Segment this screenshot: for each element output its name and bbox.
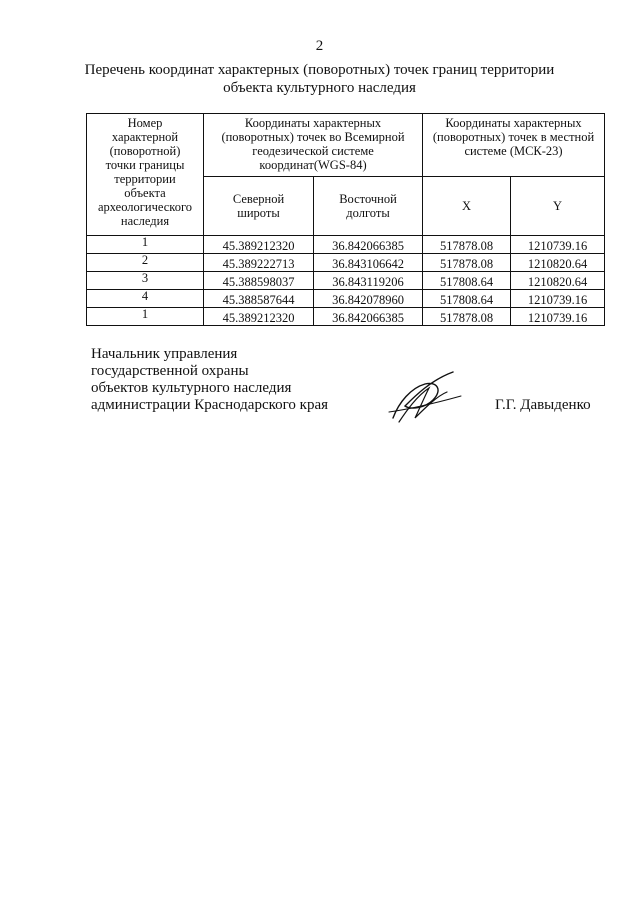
- y-cell: 1210739.16: [511, 308, 605, 326]
- header-x: X: [423, 177, 511, 236]
- longitude-cell: 36.842066385: [314, 236, 423, 254]
- latitude-cell: 45.388587644: [204, 290, 314, 308]
- latitude-cell: 45.389222713: [204, 254, 314, 272]
- point-number: 4: [87, 290, 204, 308]
- x-cell: 517808.64: [423, 290, 511, 308]
- signer-position-line: Начальник управления: [91, 346, 238, 362]
- latitude-cell: 45.389212320: [204, 308, 314, 326]
- signer-position: [91, 346, 328, 414]
- x-cell: 517878.08: [423, 308, 511, 326]
- header-wgs84: Координаты характерных (поворотных) точек во Всемирной геодезической системе координат(WGS-84): [204, 114, 423, 177]
- table-row: [87, 290, 605, 308]
- point-number: 2: [87, 254, 204, 272]
- signer-name: Г.Г. Давыденко: [495, 397, 591, 413]
- signer-position-line: объектов культурного наследия: [91, 380, 292, 396]
- y-cell: 1210820.64: [511, 254, 605, 272]
- latitude-cell: 45.389212320: [204, 236, 314, 254]
- y-cell: 1210739.16: [511, 236, 605, 254]
- longitude-cell: 36.842066385: [314, 308, 423, 326]
- header-y: Y: [511, 177, 605, 236]
- document-title: [60, 61, 579, 97]
- table-row: [87, 272, 605, 290]
- table-row: [87, 254, 605, 272]
- handwritten-signature-icon: [385, 366, 465, 426]
- title-line-1: Перечень координат характерных (поворотных) точек границ территории: [84, 62, 555, 78]
- point-number: 1: [87, 308, 204, 326]
- header-msk23: Координаты характерных (поворотных) точек в местной системе (МСК-23): [423, 114, 605, 177]
- longitude-cell: 36.843119206: [314, 272, 423, 290]
- header-point-number: Номер характерной (поворотной) точки границы территории объекта археологического наследия: [87, 114, 204, 236]
- longitude-cell: 36.842078960: [314, 290, 423, 308]
- point-number: 1: [87, 236, 204, 254]
- header-north-latitude: Северной широты: [204, 177, 314, 236]
- header-east-longitude: Восточной долготы: [314, 177, 423, 236]
- longitude-cell: 36.843106642: [314, 254, 423, 272]
- x-cell: 517808.64: [423, 272, 511, 290]
- y-cell: 1210820.64: [511, 272, 605, 290]
- table-row: [87, 236, 605, 254]
- title-line-2: объекта культурного наследия: [223, 80, 416, 96]
- signer-position-line: администрации Краснодарского края: [91, 397, 329, 413]
- table-row: [87, 308, 605, 326]
- page-number: 2: [315, 38, 324, 54]
- point-number: 3: [87, 272, 204, 290]
- coordinates-table: [86, 113, 605, 326]
- signer-position-line: государственной охраны: [91, 363, 249, 379]
- x-cell: 517878.08: [423, 236, 511, 254]
- latitude-cell: 45.388598037: [204, 272, 314, 290]
- y-cell: 1210739.16: [511, 290, 605, 308]
- x-cell: 517878.08: [423, 254, 511, 272]
